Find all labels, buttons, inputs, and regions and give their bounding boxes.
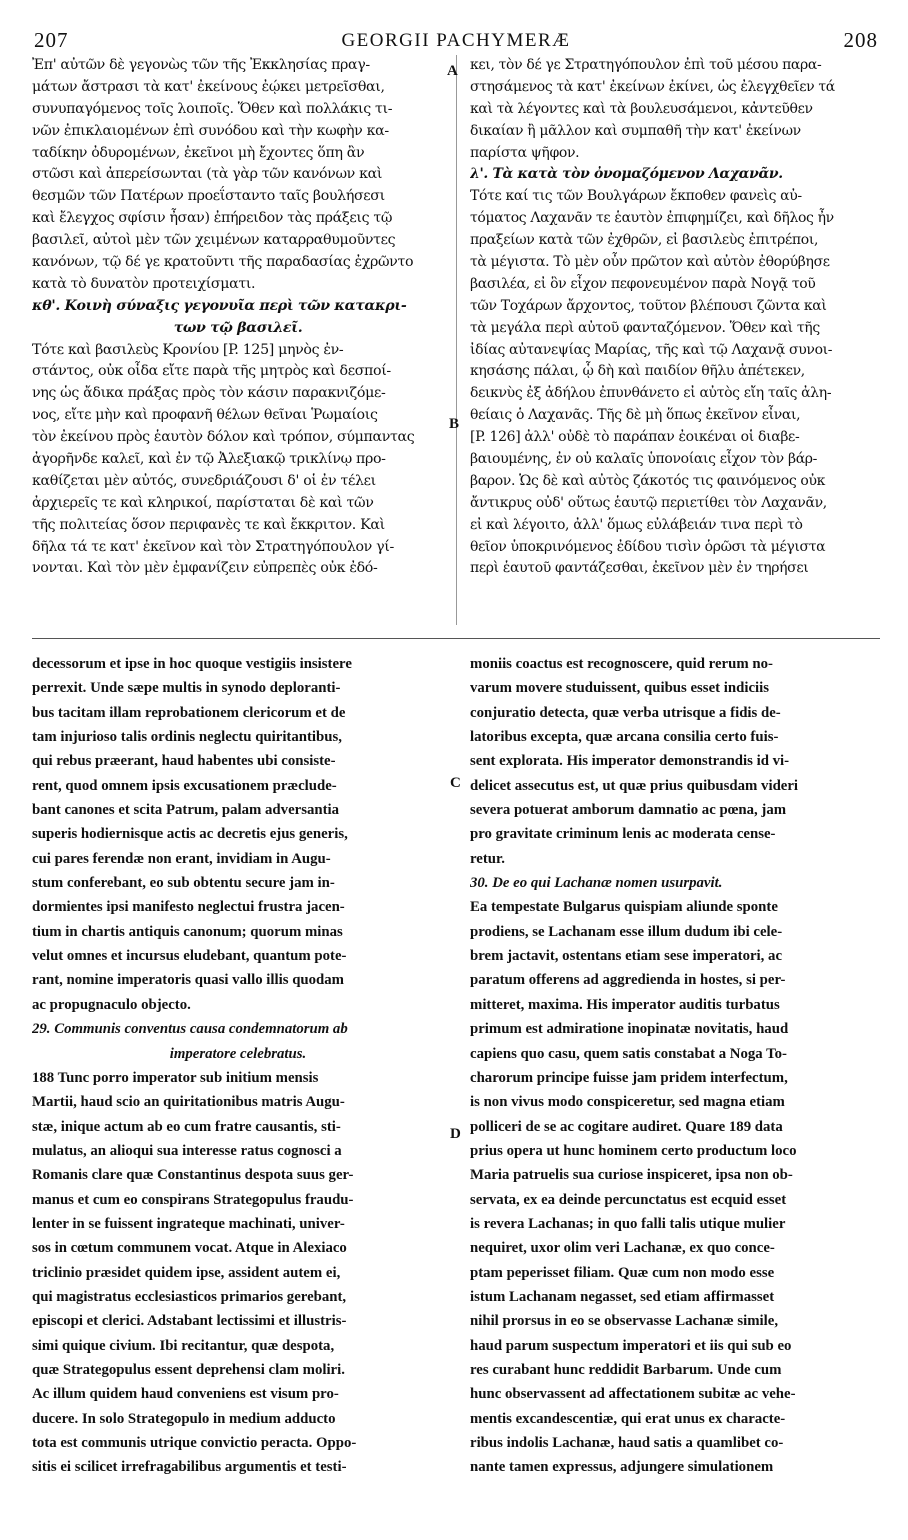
text-line: tium in chartis antiquis canonum; quorum minas	[32, 923, 343, 940]
page-header	[34, 28, 878, 54]
text-line: στησάμενος τὰ κατ' ἐκείνων ἐκίνει, ὡς ἐλεγχθεῖεν τά	[470, 78, 835, 95]
text-line: καὶ ἔλεγχος σφίσιν ἦσαν) ἐπήρειδον τὰς πράξεις τῷ	[32, 210, 393, 227]
text-line: θεῖον ὑποκρινόμενος ἐδίδου τισὶν ὁρῶσι τὰ μέγιστα	[470, 538, 826, 555]
text-line: istum Lachanam negasset, sed etiam affirmasset	[470, 1288, 775, 1305]
text-line: Romanis clare quæ Constantinus despota suus ger-	[32, 1167, 354, 1184]
text-line: paratum offerens ad aggredienda in hostes, si per-	[470, 972, 786, 989]
text-line: bus tacitam illam reprobationem clericorum et de	[32, 704, 346, 721]
text-line: κησάσης πάλαι, ᾧ δὴ καὶ παιδίον θῆλυ ἀπέτεκεν,	[470, 363, 805, 380]
text-line: latoribus excepta, quæ arcana consilia certo fuis-	[470, 729, 779, 746]
text-line: συνυπαγόμενος τοῖς λοιποῖς. Ὅθεν καὶ πολλάκις τι-	[32, 100, 393, 117]
text-line: nihil prorsus in eo se observasse Lachanæ simile,	[470, 1313, 779, 1330]
text-line: ribus indolis Lachanæ, haud satis a quamlibet co-	[470, 1435, 784, 1451]
text-line: ducere. In solo Strategopulo in medium adducto	[32, 1410, 336, 1427]
text-line: quæ Strategopulus essent deprehensi clam moliri.	[32, 1361, 345, 1378]
text-line: ταδίκην ὀδυρομένων, ἐκεῖνοι μὴ ἔχοντες ὅπη ἂν	[32, 144, 365, 161]
text-line: δεικνὺς ἐξ ἀδήλου ἐπυνθάνετο εἰ αὐτὸς εἴη ταῖς ἀλη-	[470, 385, 832, 402]
column-divider	[456, 55, 457, 625]
text-line: severa potuerat amborum damnatio ac pœna, jam	[470, 802, 787, 819]
text-line: ptam peperisset filiam. Quæ cum non modo esse	[470, 1264, 775, 1281]
text-line: ἄντικρυς οὐδ' οὕτως ἑαυτῷ περιετίθει τὸν Λαχανᾶν,	[470, 494, 827, 511]
text-line: retur.	[470, 850, 505, 867]
text-line: νης ὡς ἄδικα πράξας πρὸς τὸν κάσιν παρακνιζόμε-	[32, 385, 386, 402]
text-line: bant canones et scita Patrum, palam adversantia	[32, 802, 340, 819]
text-line: stæ, inique actum ab eo cum fratre causantis, sti-	[32, 1118, 341, 1135]
text-line: sitis ei scilicet irrefragabilibus argumentis et testi-	[32, 1459, 347, 1476]
text-line: βασιλέα, εἰ ὃν εἶχον πεφονευμένον παρὰ Νογᾷ τοῦ	[470, 275, 816, 292]
text-line: haud parum suspectum imperatori et iis qui sub eo	[470, 1337, 792, 1354]
text-line: servata, ex ea deinde percunctatus est ecquid esset	[470, 1191, 787, 1208]
text-line: δῆλα τά τε κατ' ἐκεῖνον καὶ τὸν Στρατηγόπουλον γί-	[32, 538, 394, 555]
text-line: τὰ μεγάλα περὶ αὐτοῦ φανταζόμενον. Ὅθεν καὶ τῆς	[470, 319, 820, 336]
text-line: καθίζεται μὲν αὐτός, συνεδριάζουσι δ' οἱ ἐν τέλει	[32, 472, 376, 489]
text-line: 188 Tunc porro imperator sub initium mensis	[32, 1069, 319, 1086]
text-line: conjuratio detecta, quæ verba utrisque a fidis de-	[470, 704, 781, 721]
margin-letter-c: C	[450, 775, 461, 791]
text-line: τὰ μέγιστα. Τὸ μὲν οὖν πρῶτον καὶ αὐτὸν ἐθορύβησε	[470, 254, 830, 271]
text-line: νῶν ἐπικλαιομένων ἐπὶ συνόδου καὶ τὴν κωφὴν κα-	[32, 122, 389, 139]
latin-column-right	[470, 652, 880, 1480]
text-line: rant, nomine imperatoris quasi vallo illis quodam	[32, 972, 344, 989]
section-heading: των τῷ βασιλεῖ.	[173, 319, 303, 336]
text-line: delicet assecutus est, ut quæ prius quibusdam videri	[470, 777, 799, 794]
text-line: θείαις ὁ Λαχανᾶς. Τῆς δὲ μὴ ὅπως ἐκεῖνον εἶναι,	[470, 407, 801, 424]
text-line: sent explorata. His imperator demonstrandis id vi-	[470, 753, 790, 770]
text-line: sos in cœtum communem vocat. Atque in Alexiaco	[32, 1240, 347, 1257]
running-title: GEORGII PACHYMERÆ	[341, 30, 571, 51]
greek-column-left	[32, 55, 444, 580]
text-line: episcopi et clerici. Adstabant lectissimi et illustris-	[32, 1313, 347, 1330]
text-line: βαρον. Ὡς δὲ καὶ αὐτὸς ζάκοτός τις φαινόμενος οὐκ	[470, 472, 826, 489]
text-line: μάτων ἄστρασι τὰ κατ' ἐκείνους ἐῴκει μετρεῖσθαι,	[32, 78, 385, 95]
text-line: dormientes ipsi manifesto neglectui frustra jacen-	[32, 899, 345, 916]
right-page-number: 208	[843, 28, 878, 52]
margin-letter-a: A	[447, 63, 458, 79]
section-heading: imperatore celebratus.	[169, 1045, 307, 1062]
text-line: hunc observassent ad affectationem subitæ ac vehe-	[470, 1386, 796, 1403]
text-line: cui pares ferendæ non erant, invidiam in Augu-	[32, 850, 331, 867]
text-line: Martii, haud scio an quiritationibus matris Augu-	[32, 1094, 345, 1111]
section-heading: λ'. Τὰ κατὰ τὸν ὀνομαζόμενον Λαχανᾶν.	[470, 166, 783, 183]
text-line: ἀγορῆνδε καλεῖ, καὶ ἐν τῷ Ἀλεξιακῷ τρικλίνῳ προ-	[32, 451, 386, 468]
text-line: θεσμῶν τῶν Πατέρων προεΐσταντο ταῖς βουλήσεσι	[32, 188, 385, 205]
text-line: pro gravitate criminum lenis ac moderata cense-	[470, 826, 776, 843]
margin-letter-b: B	[449, 416, 460, 432]
text-line: τὸν ἐκείνου πρὸς ἑαυτὸν δόλον καὶ τρόπον, σύμπαντας	[32, 429, 415, 446]
section-heading: 30. De eo qui Lachanæ nomen usurpavit.	[470, 875, 723, 892]
text-line: Ac illum quidem haud conveniens est visum pro-	[32, 1386, 339, 1403]
text-line: triclinio præsidet quidem ipse, assident autem ei,	[32, 1264, 341, 1281]
text-line: δικαίαν ἢ μᾶλλον καὶ συμπαθῆ τὴν κατ' ἐκείνων	[470, 122, 801, 139]
text-line: moniis coactus est recognoscere, quid rerum no-	[470, 656, 773, 672]
text-line: tam injurioso talis ordinis neglectu quiritantibus,	[32, 729, 342, 746]
text-line: res curabant hunc reddidit Barbarum. Unde cum	[470, 1361, 782, 1378]
text-separator	[32, 638, 880, 639]
text-line: mulatus, an alioqui sua interesse ratus cognosci a	[32, 1142, 342, 1159]
text-line: βαιουμένης, ἐν οὐ καλαῖς ὑπονοίαις εἶχον τὸν βάρ-	[470, 451, 818, 468]
text-line: νος, εἴτε μὴν καὶ προφανῆ θέλων θεῖναι Ῥωμαίοις	[32, 407, 378, 424]
text-line: Ea tempestate Bulgarus quispiam aliunde sponte	[470, 899, 778, 916]
text-line: qui magistratus ecclesiasticos primarios gerebant,	[32, 1288, 347, 1305]
text-line: mentis excandescentiæ, qui erat unus ex characte-	[470, 1410, 786, 1427]
text-line: στάντος, οὐκ οἶδα εἴτε παρὰ τῆς μητρὸς καὶ δεσποί-	[32, 363, 391, 380]
text-line: superis hodiernisque actis ac decretis ejus generis,	[32, 826, 348, 843]
text-line: tota est communis utrique convictio peracta. Oppo-	[32, 1435, 357, 1451]
text-line: rent, quod omnem ipsis excusationem præclude-	[32, 777, 337, 794]
text-line: nequiret, uxor olim veri Lachanæ, ex quo conce-	[470, 1240, 775, 1257]
text-line: lenter in se fuissent ingrateque machinati, univer-	[32, 1215, 345, 1232]
section-heading: 29. Communis conventus causa condemnatorum ab	[32, 1021, 348, 1038]
text-line: τόματος Λαχανᾶν τε ἑαυτὸν ἐπιφημίζει, καὶ δῆλος ἦν	[470, 210, 834, 227]
text-line: τῆς πολιτείας ὅσον περιφανὲς τε καὶ ἔκκριτον. Καὶ	[32, 516, 385, 533]
text-line: polliceri de se ac cogitare audiret. Quare 189 data	[470, 1118, 783, 1135]
text-line: εἰ καὶ λέγοιτο, ἀλλ' ὅμως εὐλάβειάν τινα περὶ τὸ	[470, 516, 803, 533]
text-line: prodiens, se Lachanam esse illum dudum ibi cele-	[470, 923, 783, 940]
text-line: simi quique civium. Ibi recitantur, quæ despota,	[32, 1337, 335, 1354]
text-line: βασιλεῖ, αὐτοὶ μὲν τῶν χειμένων καταρραθυμοῦντες	[32, 232, 396, 249]
text-line: τῶν Τοχάρων ἄρχοντος, τοῦτον βλέπουσι ζῶντα καὶ	[470, 297, 827, 314]
text-line: κατὰ τὸ δυνατὸν προτειχίσματι.	[32, 275, 256, 292]
text-line: παρίστα ψῆφον.	[470, 144, 580, 161]
text-line: κανόνων, τῷ δέ γε κρατοῦντι τῆς παραδασίας ἐχρῶντο	[32, 254, 414, 271]
text-line: is revera Lachanas; in quo falli talis utique mulier	[470, 1215, 786, 1232]
text-line: ἰδίας αὐτανεψίας Μαρίας, τῆς καὶ τῷ Λαχανᾷ συνοι-	[470, 341, 833, 358]
text-line: Τότε καὶ βασιλεὺς Κρονίου [P. 125] μηνὸς ἐν-	[32, 341, 344, 358]
text-line: qui rebus præerant, haud habentes ubi consiste-	[32, 753, 336, 770]
text-line: prius opera ut hunc hominem certo productum loco	[470, 1142, 797, 1159]
text-line: brem jactavit, ostentans etiam sese imperatori, ac	[470, 948, 783, 965]
text-line: Τότε καί τις τῶν Βουλγάρων ἔκποθεν φανεὶς αὐ-	[470, 188, 802, 205]
greek-column-right	[470, 55, 880, 580]
text-line: varum movere studuissent, quibus esset indiciis	[470, 680, 769, 697]
text-line: capiens quo casu, quem satis constabat a Noga To-	[470, 1045, 787, 1062]
text-line: nante tamen expressus, adjungere simulationem	[470, 1459, 774, 1476]
text-line: velut omnes et incursus eludebant, quantum pote-	[32, 948, 347, 965]
text-line: πραξείων κατὰ τῶν ἐχθρῶν, εἰ βασιλεὺς ἐπιτρέποι,	[470, 232, 819, 249]
text-line: [P. 126] ἀλλ' οὐδὲ τὸ παράπαν ἐοικέναι οἱ διαβε-	[470, 429, 800, 446]
text-line: περὶ ἑαυτοῦ φαντάζεσθαι, ἐκεῖνον μὲν ἐν τηρήσει	[470, 560, 809, 577]
text-line: Ἐπ' αὐτῶν δὲ γεγονὼς τῶν τῆς Ἐκκλησίας πραγ-	[32, 57, 370, 73]
text-line: primum est admiratione inopinatæ novitatis, haud	[470, 1021, 789, 1038]
text-line: ac propugnaculo objecto.	[32, 996, 191, 1013]
latin-column-left	[32, 652, 444, 1480]
text-line: στῶσι καὶ ἀπερείσωνται (τὰ γὰρ τῶν κανόνων καὶ	[32, 166, 383, 183]
section-heading: κθ'. Κοινὴ σύναξις γεγονυῖα περὶ τῶν κατακρι-	[32, 297, 407, 314]
text-line: Maria patruelis sua curiose inspiceret, ipsa non ob-	[470, 1167, 793, 1184]
text-line: charorum principe fuisse jam pridem interfectum,	[470, 1069, 788, 1086]
text-line: νονται. Καὶ τὸν μὲν ἐμφανίζειν εὐπρεπὲς οὐκ ἐδό-	[32, 560, 378, 577]
text-line: perrexit. Unde sæpe multis in synodo deploranti-	[32, 680, 341, 697]
margin-letter-d: D	[450, 1126, 461, 1142]
text-line: καὶ τὰ λέγοντες καὶ τὰ βουλευσάμενοι, κἀντεῦθεν	[470, 100, 813, 117]
text-line: manus et cum eo conspirans Strategopulus fraudu-	[32, 1191, 354, 1208]
text-line: κει, τὸν δέ γε Στρατηγόπουλον ἐπὶ τοῦ μέσου παρα-	[470, 57, 822, 73]
text-line: ἀρχιερεῖς τε καὶ κληρικοί, παρίσταται δὲ καὶ τῶν	[32, 494, 374, 511]
text-line: decessorum et ipse in hoc quoque vestigiis insistere	[32, 656, 352, 672]
text-line: mitteret, maxima. His imperator auditis turbatus	[470, 996, 780, 1013]
left-page-number: 207	[34, 28, 69, 52]
text-line: stum conferebant, eo sub obtentu secure jam in-	[32, 875, 335, 892]
text-line: is non vivus modo conspiceretur, sed magna etiam	[470, 1094, 785, 1111]
